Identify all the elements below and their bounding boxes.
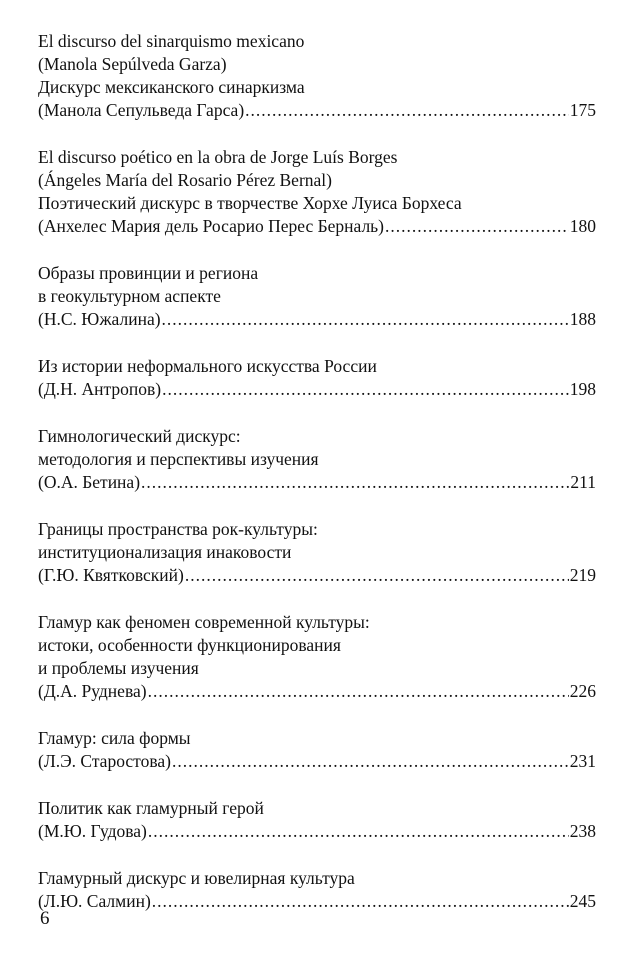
toc-entry-title-line: Дискурс мексиканского синаркизма — [38, 77, 305, 97]
toc-entry-title-line: Гламур: сила формы — [38, 728, 191, 748]
toc-entry-title-line: и проблемы изучения — [38, 658, 199, 678]
dot-leader — [152, 890, 569, 913]
dot-leader — [141, 471, 569, 494]
toc-entry-author-line — [38, 99, 596, 122]
toc-entry-title-line: Границы пространства рок-культуры: — [38, 519, 318, 539]
toc-entry-author-line — [38, 471, 596, 494]
toc-entry-page: 219 — [569, 565, 596, 585]
toc-entry-author: (Анхелес Мария дель Росарио Перес Берналь) — [38, 216, 384, 236]
dot-leader — [172, 750, 569, 773]
toc-entry-author: (Н.С. Южалина) — [38, 309, 161, 329]
toc-entry-page: 180 — [569, 216, 596, 236]
toc-entry-author: (Л.Э. Старостова) — [38, 751, 171, 771]
toc-entry-title-line: институционализация инаковости — [38, 542, 292, 562]
toc-entry-title-line: (Ángeles María del Rosario Pérez Bernal) — [38, 170, 332, 190]
toc-entry — [38, 727, 596, 773]
table-of-contents — [38, 30, 596, 937]
toc-entry-title-line: методология и перспективы изучения — [38, 449, 319, 469]
toc-entry-title-line: (Manola Sepúlveda Garza) — [38, 54, 227, 74]
toc-entry-title-line: Из истории неформального искусства России — [38, 356, 377, 376]
page-number: 6 — [40, 908, 50, 929]
toc-entry — [38, 355, 596, 401]
dot-leader — [162, 378, 569, 401]
toc-entry-title-line: Политик как гламурный герой — [38, 798, 264, 818]
toc-entry-author-line — [38, 378, 596, 401]
toc-entry-author: (О.А. Бетина) — [38, 472, 141, 492]
toc-entry-author: (Д.А. Руднева) — [38, 681, 147, 701]
toc-entry — [38, 262, 596, 331]
toc-entry-page: 245 — [569, 891, 596, 911]
toc-entry-author-line — [38, 215, 596, 238]
toc-entry-author: (Л.Ю. Салмин) — [38, 891, 151, 911]
dot-leader — [148, 820, 569, 843]
toc-entry — [38, 797, 596, 843]
toc-entry-title-line: Гламур как феномен современной культуры: — [38, 612, 370, 632]
toc-entry-author-line — [38, 750, 596, 773]
toc-entry-page: 226 — [569, 681, 596, 701]
toc-entry-title-line: истоки, особенности функционирования — [38, 635, 341, 655]
dot-leader — [385, 215, 569, 238]
toc-entry-author: (Д.Н. Антропов) — [38, 379, 162, 399]
toc-entry — [38, 518, 596, 587]
toc-entry — [38, 425, 596, 494]
toc-entry-page: 211 — [570, 472, 596, 492]
toc-entry-page: 188 — [569, 309, 596, 329]
toc-entry — [38, 611, 596, 703]
toc-entry-page: 231 — [569, 751, 596, 771]
toc-entry-page: 238 — [569, 821, 596, 841]
toc-entry-page: 198 — [569, 379, 596, 399]
toc-entry-title-line: Гламурный дискурс и ювелирная культура — [38, 868, 355, 888]
toc-entry-title-line: Поэтический дискурс в творчестве Хорхе Луиса Борхеса — [38, 193, 462, 213]
toc-entry-title-line: El discurso del sinarquismo mexicano — [38, 31, 305, 51]
toc-entry — [38, 146, 596, 238]
toc-entry-author-line — [38, 308, 596, 331]
toc-entry-author-line — [38, 890, 596, 913]
toc-entry-author-line — [38, 564, 596, 587]
dot-leader — [245, 99, 569, 122]
toc-entry-author-line — [38, 680, 596, 703]
toc-entry-title-line: в геокультурном аспекте — [38, 286, 221, 306]
toc-entry-page: 175 — [569, 100, 596, 120]
dot-leader — [162, 308, 569, 331]
toc-entry-title-line: El discurso poético en la obra de Jorge Luís Borges — [38, 147, 398, 167]
toc-entry-author: (Г.Ю. Квятковский) — [38, 565, 184, 585]
toc-entry-author: (Манола Сепульведа Гарса) — [38, 100, 245, 120]
toc-entry-title-line: Гимнологический дискурс: — [38, 426, 241, 446]
toc-entry-title-line: Образы провинции и региона — [38, 263, 259, 283]
dot-leader — [148, 680, 569, 703]
toc-entry-author-line — [38, 820, 596, 843]
dot-leader — [185, 564, 569, 587]
toc-entry — [38, 30, 596, 122]
toc-entry-author: (М.Ю. Гудова) — [38, 821, 147, 841]
toc-entry — [38, 867, 596, 913]
